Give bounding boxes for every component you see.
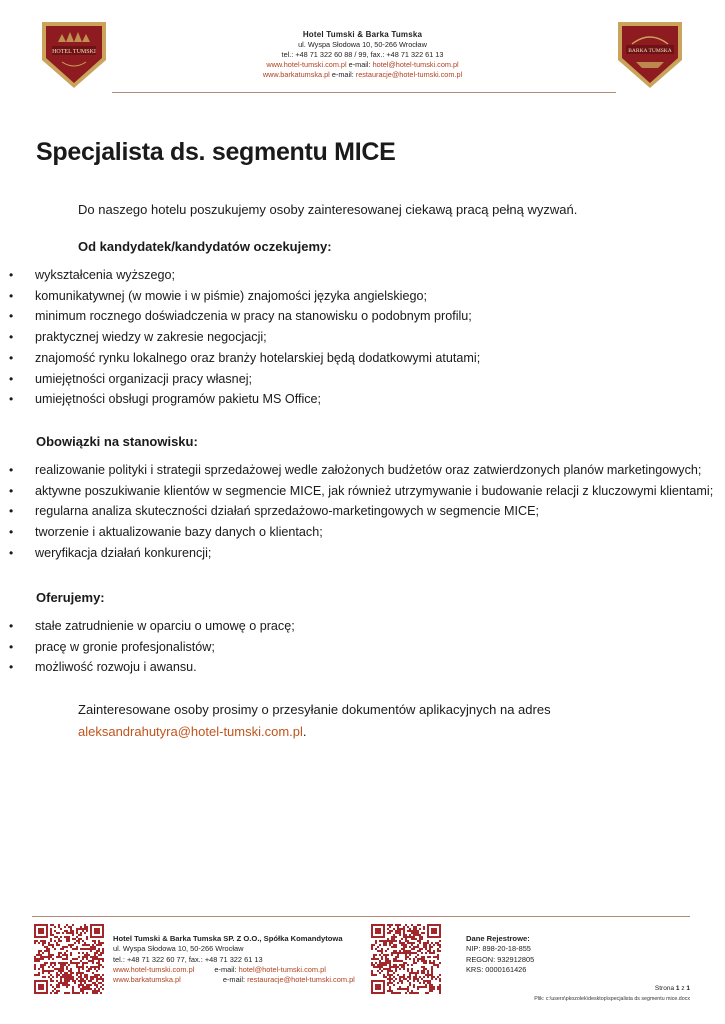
requirement-item bbox=[0, 327, 480, 348]
requirement-item-text: praktycznej wiedzy w zakresie negocjacji; bbox=[35, 330, 267, 345]
header-email-label: e-mail: bbox=[331, 70, 354, 79]
footer-email-link-hotel[interactable]: hotel@hotel-tumski.com.pl bbox=[238, 964, 326, 974]
regon-number: REGON: 932912805 bbox=[466, 954, 535, 964]
bullet-icon: • bbox=[9, 483, 14, 498]
duty-item-text: weryfikacja działań konkurencji; bbox=[35, 545, 212, 560]
bullet-icon: • bbox=[9, 350, 14, 365]
header-web-link-hotel[interactable]: www.hotel-tumski.com.pl bbox=[266, 60, 347, 69]
requirements-heading: Od kandydatek/kandydatów oczekujemy: bbox=[78, 239, 332, 254]
bullet-icon: • bbox=[9, 371, 14, 386]
requirement-item bbox=[0, 369, 480, 390]
offer-item bbox=[0, 657, 295, 678]
footer-company-name: Hotel Tumski & Barka Tumska SP. Z O.O., Spółka Komandytowa bbox=[113, 934, 343, 943]
closing-line: Zainteresowane osoby prosimy o przesyłanie dokumentów aplikacyjnych na adres bbox=[78, 702, 551, 717]
duty-item-text: realizowanie polityki i strategii sprzedażowej wedle założonych budżetów oraz zatwierdzonych planów marketingowych; bbox=[35, 463, 702, 477]
bullet-icon: • bbox=[9, 639, 14, 654]
offer-item-text: stałe zatrudnienie w oparciu o umowę o pracę; bbox=[35, 619, 295, 633]
duties-heading: Obowiązki na stanowisku: bbox=[36, 434, 198, 449]
requirement-item-text: minimum rocznego doświadczenia w pracy na stanowisku o podobnym profilu; bbox=[35, 309, 472, 324]
bullet-icon: • bbox=[9, 288, 14, 303]
offer-item bbox=[0, 637, 295, 658]
header-company-name: Hotel Tumski & Barka Tumska bbox=[302, 30, 423, 39]
footer-web-link-barka[interactable]: www.barkatumska.pl bbox=[113, 975, 181, 985]
registration-heading: Dane Rejestrowe: bbox=[466, 934, 530, 943]
page-label: Strona bbox=[654, 985, 675, 992]
bullet-icon: • bbox=[9, 504, 14, 519]
requirement-item-text: znajomość rynku lokalnego oraz branży hotelarskiej będą dodatkowymi atutami; bbox=[35, 350, 481, 365]
duties-list bbox=[0, 460, 713, 564]
bullet-icon: • bbox=[9, 545, 14, 560]
page-of: z bbox=[681, 985, 685, 992]
requirement-item-text: komunikatywnej (w mowie i w piśmie) znajomości języka angielskiego; bbox=[35, 288, 427, 303]
requirement-item bbox=[0, 348, 480, 369]
offer-item-text: możliwość rozwoju i awansu. bbox=[35, 660, 197, 675]
header-phones: tel.: +48 71 322 60 88 / 99, fax.: +48 71 322 61 13 bbox=[281, 50, 444, 59]
footer-email-label: e-mail: bbox=[214, 964, 237, 974]
header-company-info bbox=[180, 30, 545, 80]
requirement-item-text: wykształcenia wyższego; bbox=[35, 268, 175, 282]
header-divider bbox=[112, 92, 616, 93]
page-current: 1 bbox=[675, 985, 680, 992]
svg-text:HOTEL TUMSKI: HOTEL TUMSKI bbox=[52, 49, 96, 55]
duty-item bbox=[0, 481, 713, 502]
requirement-item bbox=[0, 306, 480, 327]
svg-text:BARKA TUMSKA: BARKA TUMSKA bbox=[628, 48, 672, 54]
footer-address: ul. Wyspa Słodowa 10, 50-266 Wrocław bbox=[113, 944, 244, 954]
barka-tumska-logo bbox=[614, 18, 686, 90]
footer-email-link-restaurant[interactable]: restauracje@hotel-tumski.com.pl bbox=[247, 975, 355, 985]
header-address: ul. Wyspa Słodowa 10, 50-266 Wrocław bbox=[298, 40, 427, 49]
header-web-link-barka[interactable]: www.barkatumska.pl bbox=[262, 70, 330, 79]
header-email-label: e-mail: bbox=[348, 60, 371, 69]
page-total: 1 bbox=[686, 985, 690, 992]
bullet-icon: • bbox=[9, 330, 14, 345]
requirement-item-text: umiejętności obsługi programów pakietu MS Office; bbox=[35, 392, 322, 407]
krs-number: KRS: 0000161426 bbox=[466, 964, 527, 974]
closing-period: . bbox=[302, 724, 307, 739]
offer-heading: Oferujemy: bbox=[36, 590, 105, 605]
footer-divider bbox=[32, 916, 690, 917]
requirement-item bbox=[0, 265, 480, 286]
requirement-item bbox=[0, 389, 480, 410]
offer-item-text: pracę w gronie profesjonalistów; bbox=[35, 639, 215, 654]
offer-item bbox=[0, 616, 295, 637]
requirement-item-text: umiejętności organizacji pracy własnej; bbox=[35, 371, 252, 386]
qr-code-hotel bbox=[34, 924, 104, 994]
footer-company-info bbox=[113, 934, 355, 985]
footer-registration-info bbox=[466, 934, 534, 975]
page-number bbox=[600, 985, 690, 992]
duty-item-text: regularna analiza skuteczności działań sprzedażowo-marketingowych w segmencie MICE; bbox=[35, 504, 539, 519]
duty-item-text: tworzenie i aktualizowanie bazy danych o klientach; bbox=[35, 525, 323, 540]
duty-item bbox=[0, 522, 713, 543]
requirements-list bbox=[0, 265, 480, 410]
header-email-link-restaurant[interactable]: restauracje@hotel-tumski.com.pl bbox=[355, 70, 463, 79]
footer-phones: tel.: +48 71 322 60 77, fax.: +48 71 322 61 13 bbox=[113, 954, 263, 964]
footer-email-label: e-mail: bbox=[222, 975, 246, 985]
duty-item bbox=[0, 543, 713, 564]
closing-text bbox=[78, 699, 551, 743]
intro-text: Do naszego hotelu poszukujemy osoby zainteresowanej ciekawą pracą pełną wyzwań. bbox=[78, 202, 578, 217]
duty-item bbox=[0, 460, 713, 481]
bullet-icon: • bbox=[9, 525, 14, 540]
bullet-icon: • bbox=[9, 463, 14, 477]
bullet-icon: • bbox=[9, 660, 14, 675]
requirement-item bbox=[0, 286, 480, 307]
hotel-tumski-logo bbox=[38, 18, 110, 90]
bullet-icon: • bbox=[9, 309, 14, 324]
nip-number: NIP: 898-20-18-855 bbox=[466, 944, 531, 954]
duty-item bbox=[0, 501, 713, 522]
qr-code-barka bbox=[371, 924, 441, 994]
application-email-link[interactable]: aleksandrahutyra@hotel-tumski.com.pl bbox=[78, 724, 303, 739]
footer-web-link-hotel[interactable]: www.hotel-tumski.com.pl bbox=[113, 964, 195, 974]
bullet-icon: • bbox=[9, 619, 14, 633]
duty-item-text: aktywne poszukiwanie klientów w segmencie MICE, jak również utrzymywanie i budowanie relacji z kluczowymi klientami; bbox=[35, 483, 714, 498]
bullet-icon: • bbox=[9, 392, 14, 407]
header-email-link-hotel[interactable]: hotel@hotel-tumski.com.pl bbox=[372, 60, 459, 69]
page-title: Specjalista ds. segmentu MICE bbox=[36, 138, 396, 166]
bullet-icon: • bbox=[9, 268, 14, 282]
offer-list bbox=[0, 616, 295, 678]
file-path: Plik: c:\users\pkozolek\desktop\specjalista ds segmentu mice.docx bbox=[534, 996, 690, 1002]
